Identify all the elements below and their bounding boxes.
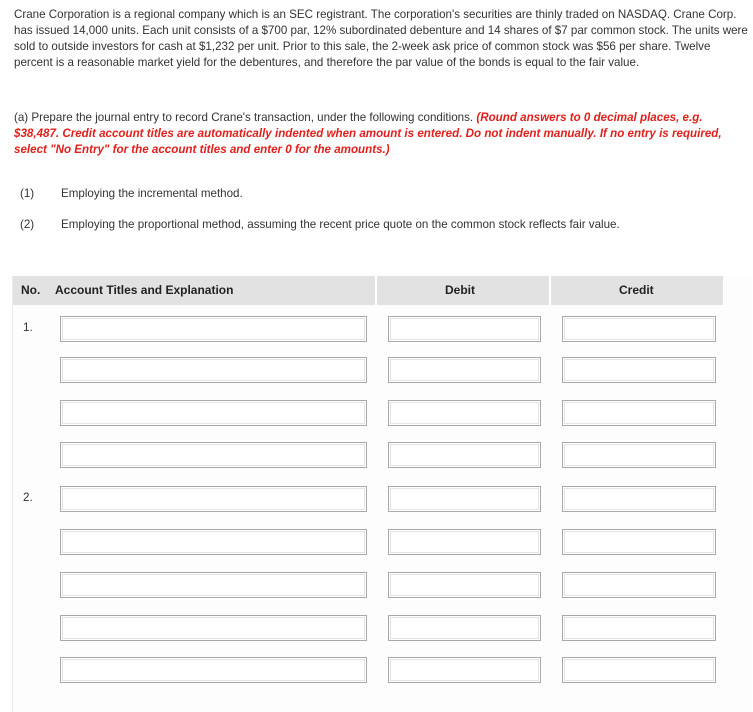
account-title-input[interactable] (60, 615, 367, 641)
credit-input[interactable] (562, 529, 716, 555)
debit-input[interactable] (388, 615, 541, 641)
debit-input[interactable] (388, 357, 541, 383)
debit-input[interactable] (388, 316, 541, 342)
header-debit: Debit (445, 283, 475, 297)
account-title-input[interactable] (60, 442, 367, 468)
header-no: No. (21, 283, 41, 297)
instructions-prefix: (a) Prepare the journal entry to record Crane's transaction, under the following conditions. (14, 111, 474, 124)
account-title-input[interactable] (60, 400, 367, 426)
table-header (13, 276, 723, 305)
condition-number: (2) (20, 218, 35, 231)
debit-input[interactable] (388, 442, 541, 468)
account-title-input[interactable] (60, 572, 367, 598)
credit-input[interactable] (562, 316, 716, 342)
credit-input[interactable] (562, 486, 716, 512)
credit-input[interactable] (562, 400, 716, 426)
account-title-input[interactable] (60, 657, 367, 683)
header-account-titles: Account Titles and Explanation (55, 283, 234, 297)
condition-text: Employing the proportional method, assuming the recent price quote on the common stock reflects fair value. (61, 218, 620, 231)
debit-input[interactable] (388, 400, 541, 426)
credit-input[interactable] (562, 657, 716, 683)
debit-input[interactable] (388, 572, 541, 598)
debit-input[interactable] (388, 657, 541, 683)
account-title-input[interactable] (60, 357, 367, 383)
entry-number-1: 1. (23, 321, 33, 334)
credit-input[interactable] (562, 357, 716, 383)
account-title-input[interactable] (60, 529, 367, 555)
header-credit: Credit (619, 283, 654, 297)
condition-text: Employing the incremental method. (61, 187, 243, 200)
credit-input[interactable] (562, 572, 716, 598)
entry-number-2: 2. (23, 491, 33, 504)
journal-entry-table (12, 276, 751, 712)
account-title-input[interactable] (60, 316, 367, 342)
debit-input[interactable] (388, 529, 541, 555)
debit-input[interactable] (388, 486, 541, 512)
account-title-input[interactable] (60, 486, 367, 512)
instructions-note: (Round answers to 0 decimal places, e.g. $38,487. Credit account titles are automatically indented when amount is entered. Do not indent manually. If no entry is required, select "No Entry" for the account titles and enter 0 for the amounts.) (14, 111, 722, 156)
condition-number: (1) (20, 187, 35, 200)
credit-input[interactable] (562, 615, 716, 641)
instructions (14, 110, 749, 158)
credit-input[interactable] (562, 442, 716, 468)
problem-statement: Crane Corporation is a regional company which is an SEC registrant. The corporation's securities are thinly traded on NASDAQ. Crane Corp. has issued 14,000 units. Each unit consists of a $700 par, 12% subordinated debenture and 14 shares of $7 par common stock. The units were sold to outside investors for cash at $1,232 per unit. Prior to this sale, the 2-week ask price of common stock was $56 per share. Twelve percent is a reasonable market yield for the debentures, and therefore the par value of the bonds is equal to the fair value. (14, 8, 748, 69)
